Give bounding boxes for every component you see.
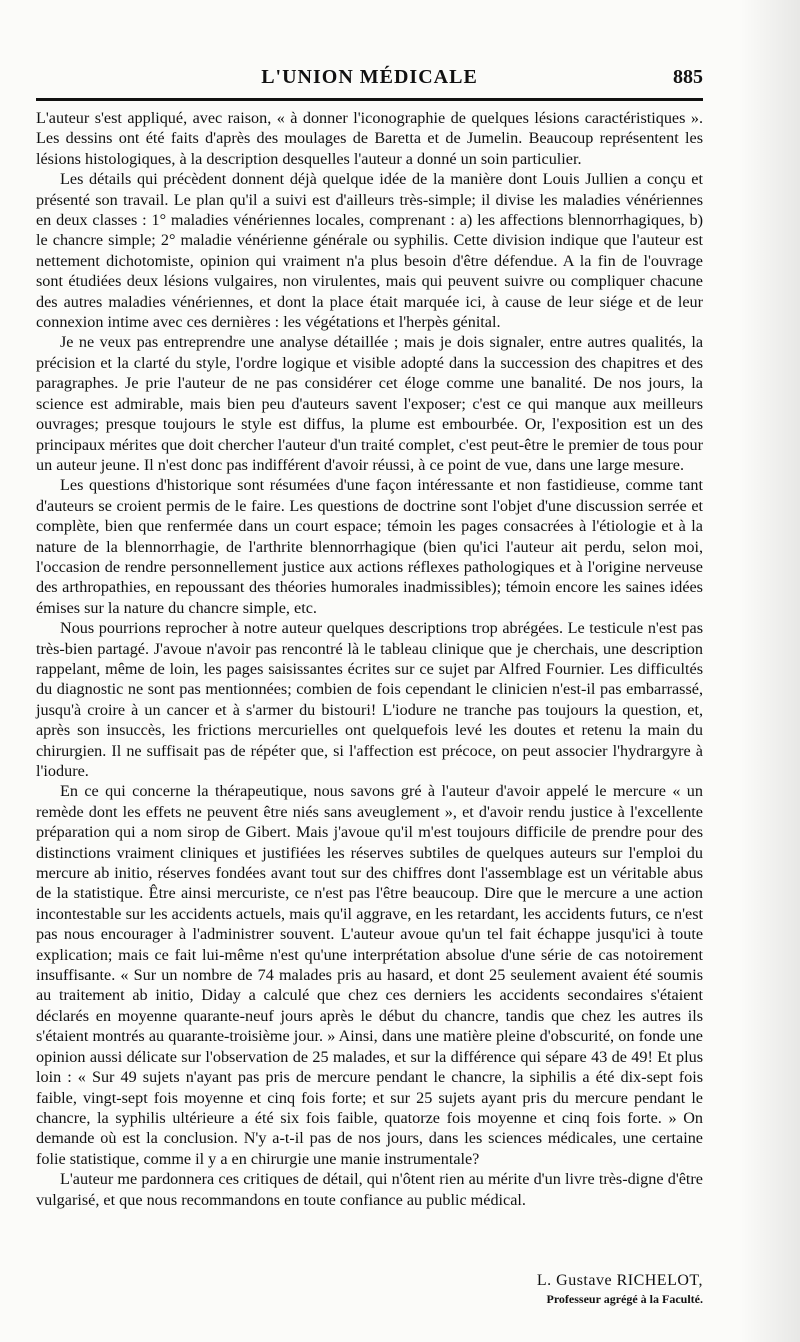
page-header [36,60,703,96]
author-title: Professeur agrégé à la Faculté. [546,1292,703,1306]
article-body [36,108,703,1210]
author-name: L. Gustave RICHELOT, [536,1272,703,1289]
paragraph: Nous pourrions reprocher à notre auteur quelques descriptions trop abrégées. Le testicule n'est pas très-bien partagé. J'avoue n'avoir pas rencontré là le tableau clinique que je cherchais, une description rappelant, même de loin, les pages saisissantes écrites sur ce sujet par Alfred Fournier. Les difficultés du diagnostic ne sont pas mentionnées; combien de fois cependant le clinicien n'est-il pas embarrassé, jusqu'à croire à un cancer et à s'armer du bistouri! L'iodure ne tranche pas toujours la question, et, après son insuccès, les frictions mercurielles ont quelquefois levé les doutes et retenu la main du chirurgien. Il ne suffisait pas de répéter que, si l'affection est précoce, on peut associer l'hydrargyre à l'iodure. [36,619,703,780]
paragraph: L'auteur me pardonnera ces critiques de détail, qui n'ôtent rien au mérite d'un livre très-digne d'être vulgarisé, et que nous recommandons en toute confiance au public médical. [36,1170,703,1209]
page-number: 885 [673,66,703,88]
page-edge-shadow [740,0,800,1342]
paragraph: En ce qui concerne la thérapeutique, nous savons gré à l'auteur d'avoir appelé le mercure « un remède dont les effets ne peuvent être niés sans aveuglement », et d'avoir rendu justice à l'excellente préparation qui a nom sirop de Gibert. Mais j'avoue qu'il m'est toujours difficile de prendre pour des distinctions vraiment cliniques et justifiées les réserves subtiles de quelques auteurs sur l'emploi du mercure ab initio, réserves fondées avant tout sur des chiffres dont l'assemblage est un véritable abus de la statistique. Être ainsi mercuriste, ce n'est pas l'être beaucoup. Dire que le mercure a une action incontestable sur les accidents actuels, mais qu'il aggrave, en les retardant, les accidents futurs, ce n'est pas nous encourager à l'administrer souvent. L'auteur avoue qu'un tel fait échappe jusqu'ici à toute explication; mais ce fait lui-même n'est qu'une interprétation absolue d'une série de cas notoirement insuffisante. « Sur un nombre de 74 malades pris au hasard, et dont 25 seulement avaient été soumis au traitement ab initio, Diday a calculé que chez ces derniers les accidents secondaires s'étaient déclarés en moyenne quarante-neuf jours après le début du chancre, tandis que chez les autres ils s'étaient montrés au quarante-troisième jour. » Ainsi, dans une matière pleine d'obscurité, on fonde une opinion aussi délicate sur l'observation de 25 malades, et sur la différence qui sépare 43 de 49! Et plus loin : « Sur 49 sujets n'ayant pas pris de mercure pendant le chancre, la siphilis a été dix-sept fois faible, vingt-sept fois moyenne et cinq fois forte; et sur 25 sujets ayant pris du mercure pendant le chancre, la syphilis ultérieure a été six fois faible, quatorze fois moyenne et cinq fois forte. » On demande où est la conclusion. N'y a-t-il pas de nos jours, dans les sciences médicales, une certaine folie statistique, comme il y a en chirurgie une manie instrumentale? [36,782,703,1168]
journal-title: L'UNION MÉDICALE [261,66,478,88]
paragraph: Je ne veux pas entreprendre une analyse détaillée ; mais je dois signaler, entre autres qualités, la précision et la clarté du style, l'ordre logique et visible adopté dans la succession des chapitres et des paragraphes. Je prie l'auteur de ne pas considérer cet éloge comme une banalité. De nos jours, la science est admirable, mais bien peu d'auteurs savent l'exposer; c'est ce qui manque aux meilleurs ouvrages; presque toujours le style est diffus, la plume est embourbée. Or, l'exposition est un des principaux mérites que doit chercher l'auteur d'un traité complet, c'est peut-être le premier de tous pour un auteur jeune. Il n'est donc pas indifférent d'avoir réussi, à ce point de vue, dans une large mesure. [36,333,703,474]
paragraph: L'auteur s'est appliqué, avec raison, « à donner l'iconographie de quelques lésions caractéristiques ». Les dessins ont été faits d'après des moulages de Baretta et de Jumelin. Beaucoup représentent les lésions histologiques, à la description desquelles l'auteur a donné un soin particulier. [36,109,703,168]
paragraph: Les questions d'historique sont résumées d'une façon intéressante et non fastidieuse, comme tant d'auteurs se croient permis de le faire. Les questions de doctrine sont l'objet d'une discussion serrée et complète, bien que renfermée dans un court espace; témoin les pages consacrées à l'étiologie et à la nature de la blennorrhagie, de l'arthrite blennorrhagique (bien qu'ici l'auteur ait perdu, selon moi, l'occasion de rendre personnellement justice aux actions réflexes pathologiques et à l'origine nerveuse des arthropathies, en repoussant des théories humorales inadmissibles); témoin encore les saines idées émises sur la nature du chancre simple, etc. [36,476,703,617]
paragraph: Les détails qui précèdent donnent déjà quelque idée de la manière dont Louis Jullien a conçu et présenté son travail. Le plan qu'il a suivi est d'ailleurs très-simple; il divise les maladies vénériennes en deux classes : 1° maladies vénériennes locales, comprenant : a) les affections blennorrhagiques, b) le chancre simple; 2° maladie vénérienne générale ou syphilis. Cette division indique que l'auteur est nettement dichotomiste, opinion qui vraiment n'a plus besoin d'être défendue. A la fin de l'ouvrage sont étudiées deux lésions vulgaires, non virulentes, mais qui peuvent suivre ou compliquer chacune des autres maladies vénériennes, et dont la place était marquée ici, à cause de leur siége et de leur connexion intime avec ces dernières : les végétations et l'herpès génital. [36,170,703,332]
header-rule [36,98,703,101]
author-signature [537,1272,703,1307]
